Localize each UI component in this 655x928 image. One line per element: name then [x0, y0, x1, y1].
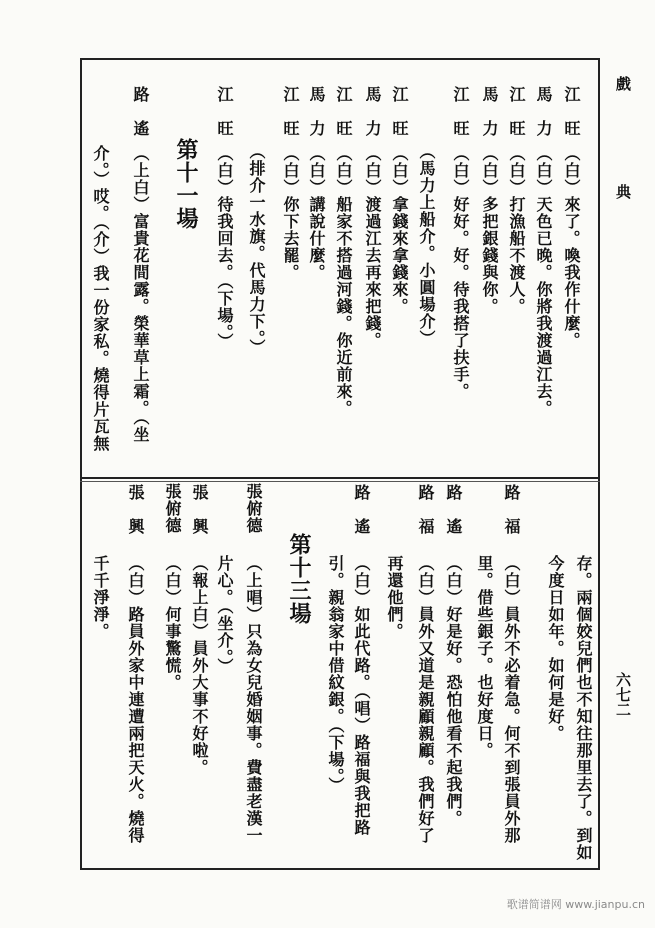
speaker: 江旺	[562, 86, 581, 154]
speaker: 路福	[416, 484, 435, 552]
speaker: 馬力	[363, 86, 382, 154]
scene-heading: 第十三場	[286, 533, 312, 625]
book-title-2: 典	[614, 184, 632, 199]
speaker: 路遙	[131, 86, 150, 154]
watermark: 歌谱简谱网 www.jianpu.cn	[506, 898, 645, 911]
stage-direction: （馬力上船介。小圓場介）	[417, 143, 436, 347]
dialogue-line: （白）你下去罷。	[281, 145, 300, 281]
dialogue-line: （白）打漁船不渡人。	[507, 145, 526, 315]
page-number: 六七二	[614, 672, 632, 717]
speaker: 江旺	[451, 86, 470, 154]
scene-heading: 第十一場	[173, 138, 199, 230]
dialogue-line: （白）多把銀錢與你。	[480, 145, 499, 315]
speaker: 路遙	[352, 484, 371, 552]
dialogue-line: 今度日如年。如何是好。	[546, 555, 565, 742]
speaker: 江旺	[507, 86, 526, 154]
dialogue-line: （白）何事驚慌。	[163, 555, 182, 691]
dialogue-line: （白）好是好。恐怕他看不起我們。	[444, 555, 463, 827]
dialogue-line: 再還他們。	[385, 555, 404, 640]
dialogue-line: （報上白）員外大事不好啦。	[190, 555, 209, 776]
book-title-1: 戲	[614, 76, 632, 91]
dialogue-line: （白）如此代路。（唱）路福與我把路	[352, 555, 371, 836]
section-divider	[80, 477, 600, 479]
dialogue-line: 片心。（坐介。）	[215, 555, 234, 675]
speaker: 馬力	[480, 86, 499, 154]
dialogue-line: （白）拿錢來拿錢來。	[390, 145, 409, 315]
dialogue-line: （上白）富貴花間露。榮華草上霜。（坐	[131, 145, 150, 443]
dialogue-line: （白）待我回去。（下場。）	[215, 145, 234, 350]
dialogue-line: 里。借些銀子。也好度日。	[475, 555, 494, 759]
dialogue-line: 引。親翁家中借紋銀。（下場。）	[326, 555, 345, 794]
speaker: 張興	[190, 484, 209, 552]
dialogue-line: （白）來了。喚我作什麼。	[562, 145, 581, 349]
speaker: 張俯德	[163, 483, 182, 534]
dialogue-line: （白）員外不必着急。何不到張員外那	[502, 555, 521, 844]
dialogue-line: 介。）哎。（介）我一份家私。燒得片瓦無	[91, 145, 110, 452]
speaker: 江旺	[334, 86, 353, 154]
speaker: 江旺	[390, 86, 409, 154]
dialogue-line: （白）渡過江去再來把錢。	[363, 145, 382, 349]
dialogue-line: （白）船家不搭過河錢。你近前來。	[334, 145, 353, 417]
dialogue-line: （白）好好。好。待我搭了扶手。	[451, 145, 470, 400]
dialogue-line: （白）天色已晚。你將我渡過江去。	[534, 145, 553, 417]
dialogue-line: 存。兩個姣兒們也不知往那里去了。到如	[574, 555, 593, 861]
dialogue-line: （白）講說什麼。	[307, 145, 326, 281]
speaker: 馬力	[534, 86, 553, 154]
speaker: 路福	[502, 484, 521, 552]
speaker: 路遙	[444, 484, 463, 552]
speaker: 江旺	[215, 86, 234, 154]
section-divider-thin	[80, 481, 600, 482]
dialogue-line: 千千淨淨。	[91, 555, 110, 640]
speaker: 張俯德	[244, 483, 263, 534]
speaker: 張興	[126, 484, 145, 552]
stage-direction: （排介一水旗。代馬力下。）	[247, 143, 266, 356]
dialogue-line: （上唱）只為女兒婚姻事。費盡老漢一	[244, 555, 263, 844]
dialogue-line: （白）員外又道是親顧親顧。我們好了	[416, 555, 435, 844]
dialogue-line: （白）路員外家中連遭兩把天火。燒得	[126, 555, 145, 844]
speaker: 馬力	[307, 86, 326, 154]
speaker: 江旺	[281, 86, 300, 154]
